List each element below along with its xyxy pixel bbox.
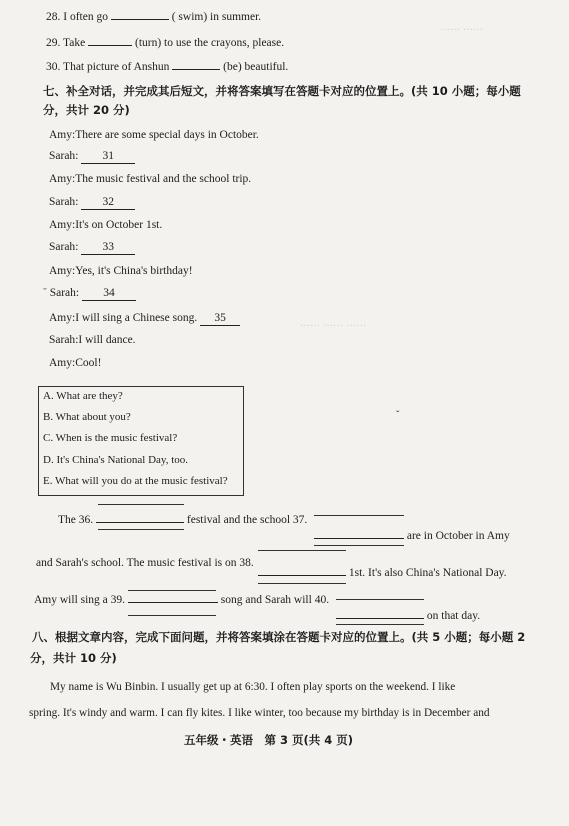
dialogue-line: Amy:Cool! (49, 357, 102, 369)
section-8-title-cont: 分，共计 10 分) (30, 651, 117, 665)
bleed-through-text: …… …… (440, 22, 484, 33)
option-e: E. What will you do at the music festival? (43, 475, 228, 487)
speaker-name: Amy (49, 357, 72, 369)
dialogue-line: Amy:There are some special days in October. (49, 129, 259, 141)
passage-text: The 36. (58, 514, 94, 526)
answer-blank-31[interactable]: 31 (81, 149, 135, 164)
answer-line-39-bottom (128, 615, 216, 616)
dialogue-line: Sarah: 31 (49, 149, 135, 164)
question-30-hint: (be) beautiful. (223, 61, 289, 73)
dialogue-line: Amy:It's on October 1st. (49, 219, 163, 231)
answer-blank-34[interactable]: 34 (82, 286, 136, 301)
answer-blank-33[interactable]: 33 (81, 240, 135, 255)
answer-blank-40[interactable] (336, 618, 424, 619)
passage-line-1-end (314, 529, 510, 543)
reading-line-2: spring. It's windy and warm. I can fly kites. I like winter, too because my birthday is in December and (29, 707, 490, 719)
answer-blank-35[interactable]: 35 (200, 311, 240, 326)
question-30 (46, 60, 288, 74)
answer-line-37-bottom (314, 545, 404, 546)
dialogue-line: ˘ Sarah: 34 (43, 286, 136, 301)
dialogue-text: I will dance. (78, 334, 136, 346)
question-29-hint: (turn) to use the crayons, please. (134, 37, 285, 49)
page-footer: 五年级・英语 第 3 页(共 4 页) (184, 733, 354, 747)
passage-text: on that day. (426, 610, 481, 622)
passage-text: song and Sarah will 40. (220, 594, 330, 606)
dialogue-line: Sarah: 33 (49, 240, 135, 255)
speaker-name: Amy (49, 312, 72, 324)
question-29-stem: 29. Take (46, 37, 86, 49)
answer-blank[interactable] (172, 69, 220, 70)
dialogue-text: Cool! (75, 357, 102, 369)
speaker-name: Amy (49, 219, 72, 231)
dialogue-text: It's on October 1st. (75, 219, 163, 231)
speaker-name: Sarah (49, 150, 76, 162)
answer-blank-32[interactable]: 32 (81, 195, 135, 210)
section-7-title: 七、补全对话，并完成其后短文，并将答案填写在答题卡对应的位置上。(共 10 小题；每小题 (43, 84, 521, 98)
speaker-name: Sarah (49, 196, 76, 208)
speaker-name: Amy (49, 173, 72, 185)
passage-line-3-end (336, 609, 480, 623)
answer-line-40-bottom (336, 624, 424, 625)
option-c: C. When is the music festival? (43, 432, 178, 444)
dialogue-text: The music festival and the school trip. (75, 173, 252, 185)
dialogue-line: Amy:Yes, it's China's birthday! (49, 265, 193, 277)
passage-line-3 (34, 593, 329, 607)
answer-line-36-top (98, 504, 184, 505)
answer-line-36-bottom (98, 529, 184, 530)
passage-text: and Sarah's school. The music festival is on 38. (36, 557, 254, 569)
options-box (38, 386, 244, 496)
answer-line-38-bottom (258, 583, 346, 584)
answer-blank[interactable] (88, 45, 132, 46)
option-d: D. It's China's National Day, too. (43, 454, 189, 466)
question-28 (46, 10, 261, 24)
dialogue-line: Sarah: 32 (49, 195, 135, 210)
dialogue-line: Amy:I will sing a Chinese song. 35 (49, 311, 240, 326)
dialogue-line: Sarah:I will dance. (49, 334, 136, 346)
question-28-hint: ( swim) in summer. (171, 11, 262, 23)
question-30-stem: 30. That picture of Anshun (46, 61, 170, 73)
margin-mark: ˘ (43, 287, 50, 299)
speaker-name: Sarah (49, 334, 76, 346)
dialogue-line: Amy:The music festival and the school trip. (49, 173, 252, 185)
dialogue-text: Yes, it's China's birthday! (75, 265, 193, 277)
speaker-name: Amy (49, 129, 72, 141)
answer-line-40-top (336, 599, 424, 600)
passage-text: are in October in Amy (406, 530, 510, 542)
passage-line-1 (58, 513, 307, 527)
passage-line-2-end (258, 566, 507, 580)
answer-line-37-top (314, 515, 404, 516)
speaker-name: Amy (49, 265, 72, 277)
answer-blank-37[interactable] (314, 538, 404, 539)
answer-line-39-top (128, 590, 216, 591)
speaker-name: Sarah (49, 287, 76, 299)
section-8-title: 八、根据文章内容，完成下面问题，并将答案填涂在答题卡对应的位置上。(共 5 小题；每小题 2 (32, 630, 526, 644)
passage-text: 1st. It's also China's National Day. (348, 567, 507, 579)
dialogue-text: I will sing a Chinese song. (75, 312, 198, 324)
passage-text: festival and the school 37. (186, 514, 308, 526)
speaker-name: Sarah (49, 241, 76, 253)
answer-blank[interactable] (111, 19, 169, 20)
bleed-through-text: …… …… …… (300, 318, 367, 329)
question-29 (46, 36, 284, 50)
passage-text: Amy will sing a 39. (34, 594, 126, 606)
dialogue-text: There are some special days in October. (75, 129, 259, 141)
section-7-title-cont: 分，共计 20 分) (43, 103, 130, 117)
answer-blank-36[interactable] (96, 522, 184, 523)
answer-blank-39[interactable] (128, 602, 218, 603)
passage-line-2 (36, 556, 254, 570)
reading-line-1: My name is Wu Binbin. I usually get up at 6:30. I often play sports on the weekend. I like (50, 681, 456, 693)
answer-blank-38[interactable] (258, 575, 346, 576)
question-28-stem: 28. I often go (46, 11, 108, 23)
option-a: A. What are they? (43, 390, 123, 402)
stray-mark: ˇ (396, 410, 400, 421)
answer-line-38-top (258, 550, 346, 551)
option-b: B. What about you? (43, 411, 131, 423)
